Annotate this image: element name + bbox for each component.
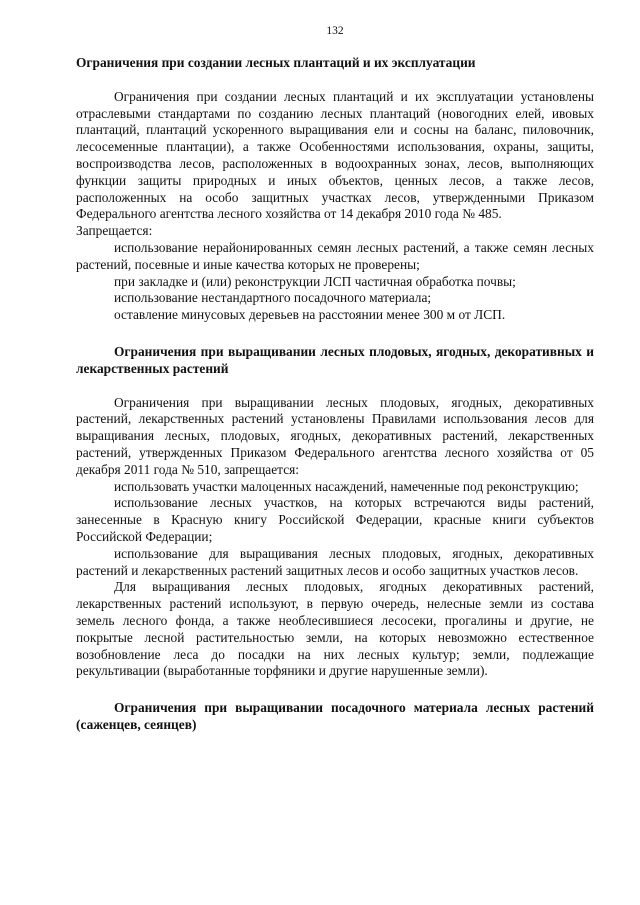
list-item: использовать участки малоценных насаждений, намеченные под реконструкцию; xyxy=(114,478,579,494)
list-item: использование нерайонированных семян лесных растений, а также семян лесных растений, посевные и иные качества которых не проверены; xyxy=(76,239,594,272)
page-number: 132 xyxy=(326,25,344,37)
section-heading-plantations: Ограничения при создании лесных плантаций и их эксплуатации xyxy=(76,55,476,70)
list-item: использование для выращивания лесных плодовых, ягодных, декоративных растений и лекарственных растений защитных лесов и особо защитных участков лесов. xyxy=(76,545,594,578)
paragraph-fruit-plants-intro: Ограничения при выращивании лесных плодовых, ягодных, декоративных растений, лекарственных растений установлены Правилами использования лесов для выращивания лесных, плодовых, ягодных, декоративных растений, лекарственных растений, утвержденных Приказом Федерального агентства леcного хозяйства от 05 декабря 2011 года № 510, запрещается: xyxy=(76,394,594,477)
prohibited-label: Запрещается: xyxy=(76,223,153,239)
section-heading-seedlings: Ограничения при выращивании посадочного материала лесных растений (саженцев, сеянцев) xyxy=(76,700,594,732)
list-item: использование нестандартного посадочного материала; xyxy=(114,290,432,306)
list-item: при закладке и (или) реконструкции ЛСП частичная обработка почвы; xyxy=(114,273,516,289)
paragraph-plantations-intro: Ограничения при создании лесных плантаций и их эксплуатации установлены отраслевыми стандартами по созданию лесных плантаций (новогодних елей, ивовых плантаций, плантаций ускоренного выращивания ели и сосны на баланс, пиловочник, лесосеменные плантации), а также Особенностями использования, охраны, защиты, воспроизводства лесов, расположенных в водоохранных зонах, лесов, выполняющих функции защиты природных и иных объектов, ценных лесов, а также лесов, расположенных на особо защитных участках лесов, утвержденными Приказом Федерального агентства лесного хозяйства от 14 декабря 2010 года № 485. xyxy=(76,88,594,222)
section-heading-fruit-plants: Ограничения при выращивании лесных плодовых, ягодных, декоративных и лекарственных растений xyxy=(76,343,594,376)
list-item: оставление минусовых деревьев на расстоянии менее 300 м от ЛСП. xyxy=(114,307,506,323)
list-item: использование лесных участков, на которых встречаются виды растений, занесенные в Красную книгу Российской Федерации, красные книги субъектов Российской Федерации; xyxy=(76,495,594,544)
paragraph-fruit-plants-closing: Для выращивания лесных плодовых, ягодных декоративных растений, лекарственных растений используют, в первую очередь, нелесные земли из состава земель лесного фонда, а также необлесившиеся лесосеки, прогалины и другие, не покрытые лесной растительностью земли, на которых невозможно естественное возобновление леса до посадки на них лесных культур; земли, подлежащие рекультивации (выработанные торфяники и другие нарушенные земли). xyxy=(76,579,594,679)
